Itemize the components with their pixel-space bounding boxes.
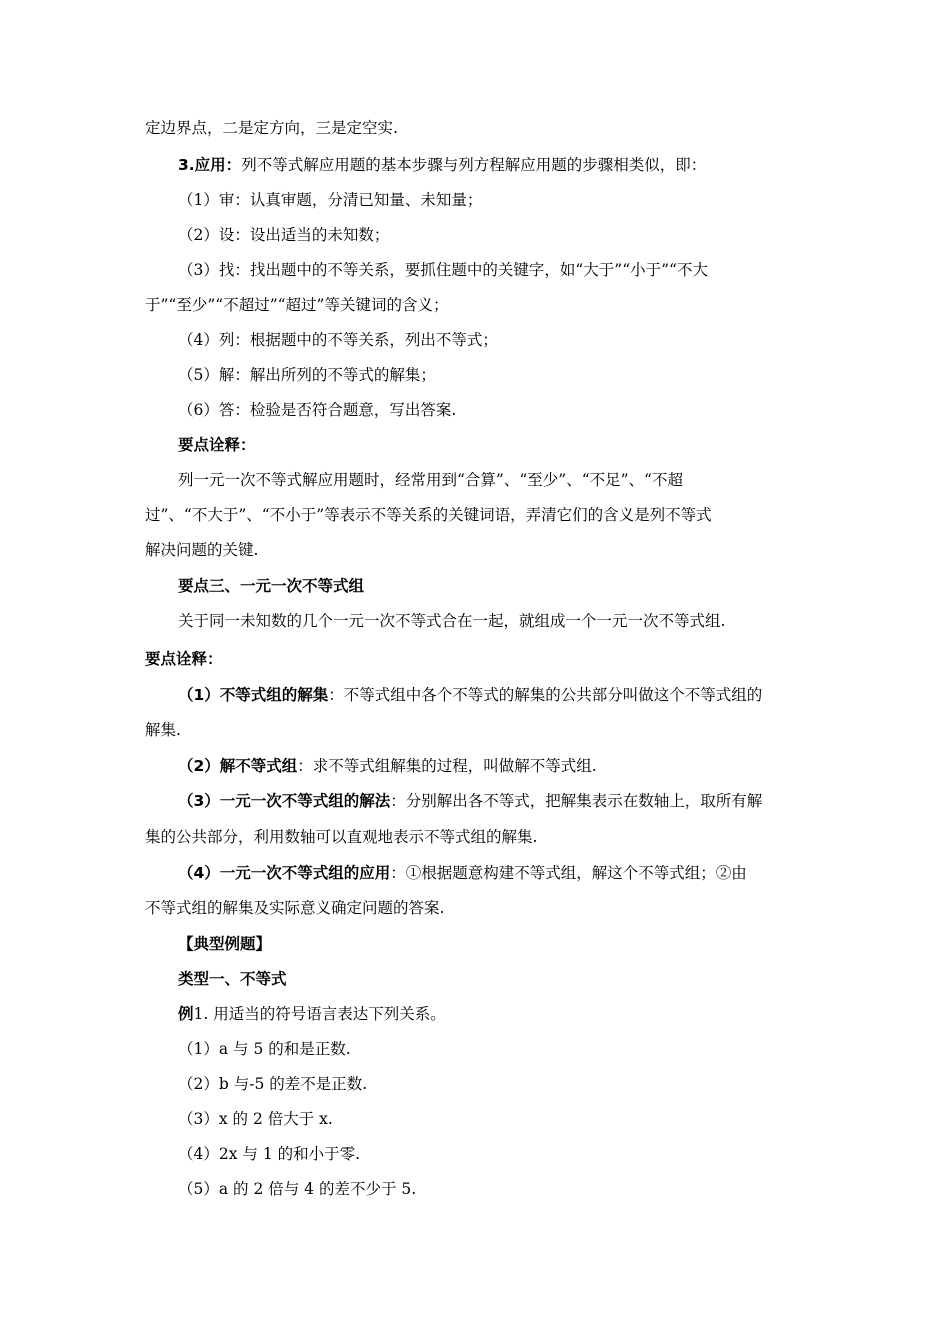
text-span: （1）审：认真审题，分清已知量、未知量； bbox=[178, 191, 483, 209]
definition-line bbox=[178, 863, 825, 883]
section-heading bbox=[178, 576, 825, 596]
list-item bbox=[178, 1109, 825, 1129]
text-span: 不等式组的解集及实际意义确定问题的答案. bbox=[145, 899, 445, 917]
text-span: 要点诠释： bbox=[145, 650, 223, 668]
text-span: （5）a 的 2 倍与 4 的差不少于 5. bbox=[178, 1180, 417, 1198]
text-span: 1. 用适当的符号语言表达下列关系。 bbox=[193, 1005, 446, 1023]
example-title bbox=[178, 1004, 825, 1024]
text-span: （2）设：设出适当的未知数； bbox=[178, 226, 390, 244]
example-label: 例 bbox=[178, 1005, 194, 1023]
text-span: ：求不等式组解集的过程，叫做解不等式组. bbox=[297, 757, 597, 775]
list-item bbox=[178, 1144, 825, 1164]
text-line bbox=[145, 540, 825, 560]
text-span: （6）答：检验是否符合题意，写出答案. bbox=[178, 401, 457, 419]
text-line bbox=[145, 505, 825, 525]
type-heading bbox=[178, 969, 825, 989]
note-heading bbox=[178, 435, 825, 455]
list-item bbox=[178, 225, 825, 245]
text-line bbox=[145, 898, 825, 918]
list-item bbox=[178, 260, 825, 280]
text-line bbox=[178, 470, 825, 490]
text-span: 列一元一次不等式解应用题时，经常用到“合算”、“至少”、“不足”、“不超 bbox=[178, 471, 683, 489]
list-item bbox=[178, 1179, 825, 1199]
text-span: 过”、“不大于”、“不小于”等表示不等关系的关键词语，弄清它们的含义是列不等式 bbox=[145, 506, 712, 524]
list-item bbox=[178, 400, 825, 420]
term: （2）解不等式组 bbox=[178, 757, 298, 775]
list-item bbox=[178, 1074, 825, 1094]
text-line bbox=[145, 827, 825, 847]
section-application bbox=[178, 155, 825, 175]
text-span: ：不等式组中各个不等式的解集的公共部分叫做这个不等式组的 bbox=[328, 686, 763, 704]
text-span: （1）a 与 5 的和是正数. bbox=[178, 1040, 351, 1058]
text-span: 定边界点，二是定方向，三是定空实. bbox=[145, 119, 398, 137]
text-line bbox=[145, 295, 825, 315]
term: （3）一元一次不等式组的解法 bbox=[178, 792, 391, 810]
definition-line bbox=[178, 756, 825, 776]
text-span: 要点诠释： bbox=[178, 436, 256, 454]
text-span: （5）解：解出所列的不等式的解集； bbox=[178, 366, 436, 384]
list-item bbox=[178, 190, 825, 210]
text-line bbox=[145, 720, 825, 740]
text-span: 解决问题的关键. bbox=[145, 541, 259, 559]
text-span: （4）2x 与 1 的和小于零. bbox=[178, 1145, 361, 1163]
definition-line bbox=[178, 685, 825, 705]
list-item bbox=[178, 365, 825, 385]
term: （4）一元一次不等式组的应用 bbox=[178, 864, 391, 882]
text-span: ：分别解出各不等式，把解集表示在数轴上，取所有解 bbox=[390, 792, 763, 810]
text-span: 于”“至少”“不超过”“超过”等关键词的含义； bbox=[145, 296, 449, 314]
text-span: 列不等式解应用题的基本步骤与列方程解应用题的步骤相类似，即： bbox=[241, 156, 707, 174]
text-span: 【典型例题】 bbox=[178, 935, 272, 953]
text-span: 解集. bbox=[145, 721, 181, 739]
list-item bbox=[178, 330, 825, 350]
examples-heading bbox=[178, 934, 825, 954]
note-heading bbox=[145, 649, 825, 669]
text-line bbox=[178, 611, 825, 631]
list-item bbox=[178, 1039, 825, 1059]
text-span: （3）x 的 2 倍大于 x. bbox=[178, 1110, 333, 1128]
section-heading: 3.应用： bbox=[178, 156, 242, 174]
definition-line bbox=[178, 791, 825, 811]
text-span: 集的公共部分，利用数轴可以直观地表示不等式组的解集. bbox=[145, 828, 538, 846]
text-line bbox=[145, 118, 825, 138]
text-span: ：①根据题意构建不等式组，解这个不等式组；②由 bbox=[390, 864, 747, 882]
text-span: 关于同一未知数的几个一元一次不等式合在一起，就组成一个一元一次不等式组. bbox=[178, 612, 726, 630]
text-span: （2）b 与-5 的差不是正数. bbox=[178, 1075, 368, 1093]
text-span: 类型一、不等式 bbox=[178, 970, 287, 988]
text-span: （4）列：根据题中的不等关系，列出不等式； bbox=[178, 331, 498, 349]
text-span: 要点三、一元一次不等式组 bbox=[178, 577, 365, 595]
term: （1）不等式组的解集 bbox=[178, 686, 329, 704]
text-span: （3）找：找出题中的不等关系，要抓住题中的关键字，如“大于”“小于”“不大 bbox=[178, 261, 708, 279]
